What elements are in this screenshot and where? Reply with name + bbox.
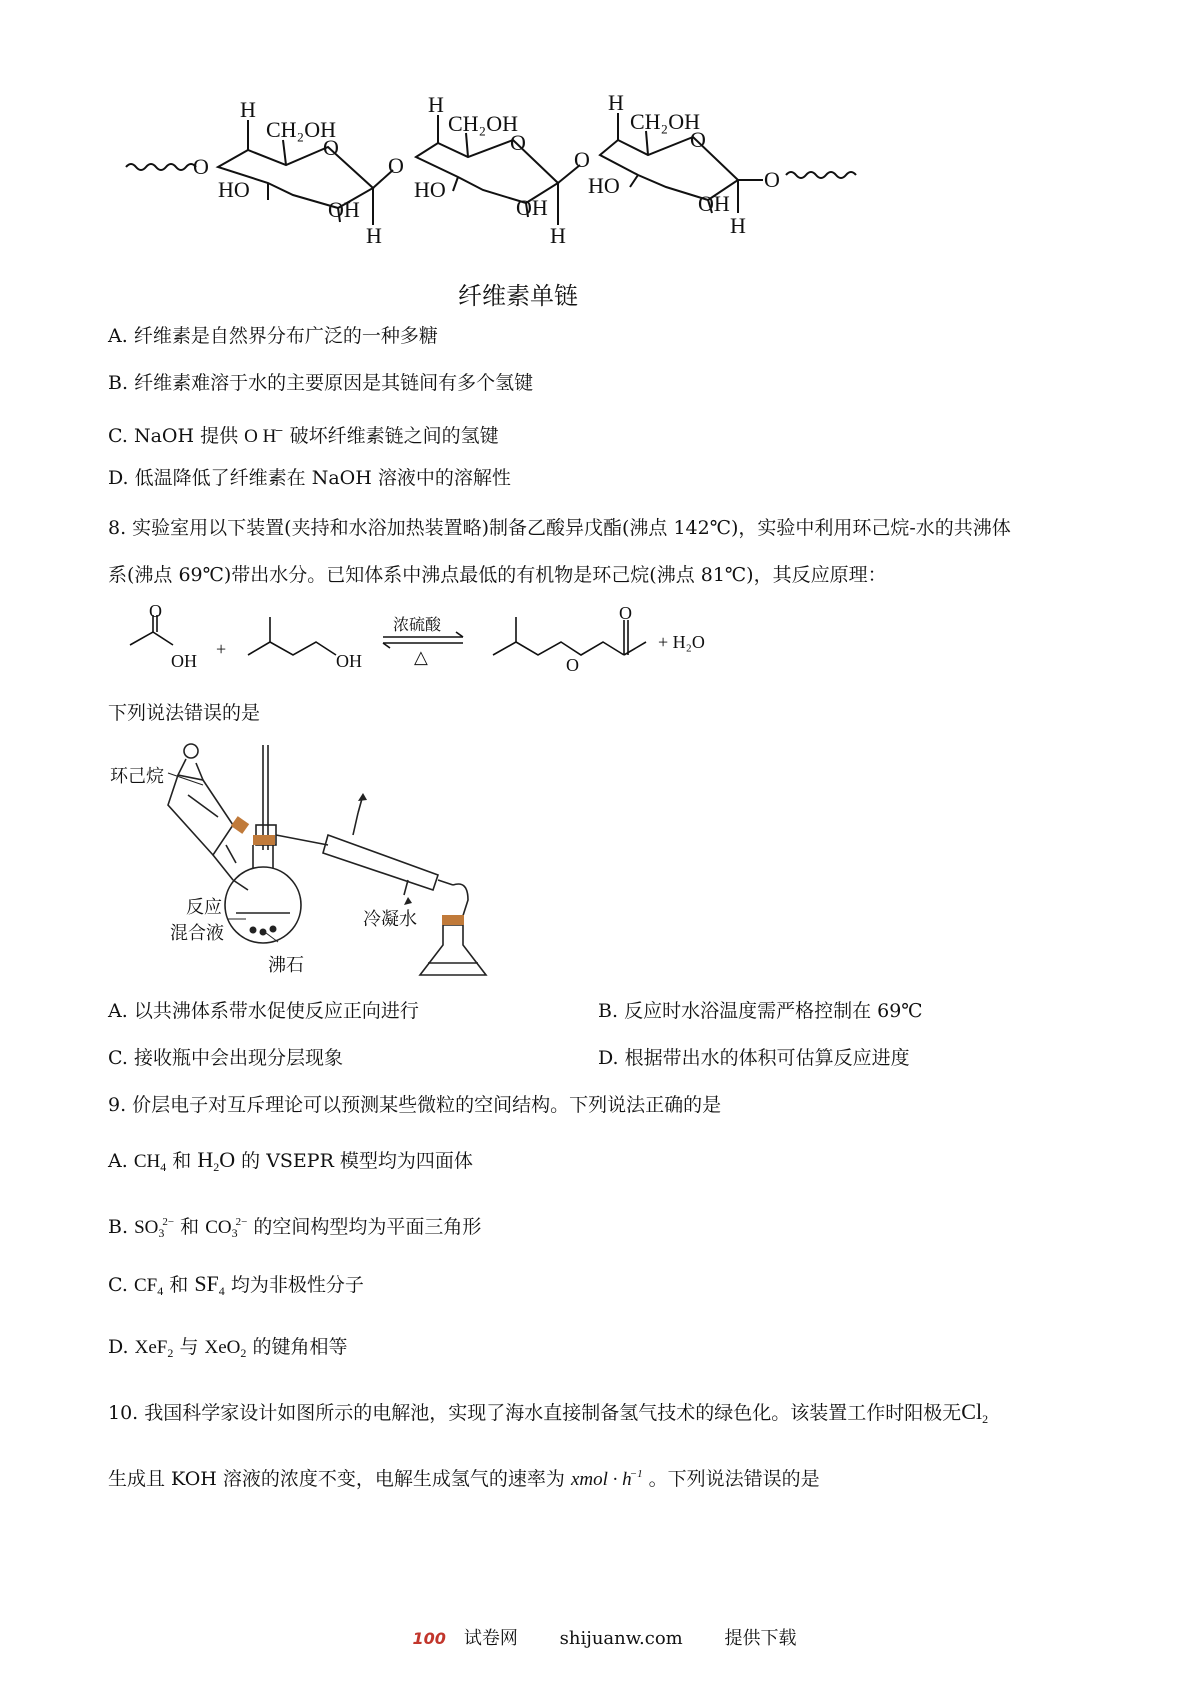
option-text: 反应时水浴温度需严格控制在 69℃ bbox=[624, 1000, 923, 1022]
ion-charge: − bbox=[274, 424, 284, 437]
rate-expression: xmol · $h^{-1}$ bbox=[570, 1468, 643, 1490]
option-label: C. bbox=[108, 1047, 128, 1069]
mixture-label-line1: 反应 bbox=[186, 897, 222, 917]
option-label: D. bbox=[108, 467, 129, 489]
formula-ch4: $CH_4$ bbox=[133, 1151, 167, 1174]
oh-label: OH bbox=[516, 195, 548, 220]
connector-word: 与 bbox=[179, 1336, 199, 1358]
connector-word: 和 bbox=[172, 1150, 192, 1172]
esterification-reaction bbox=[118, 605, 738, 680]
o-label: O bbox=[323, 135, 339, 160]
option-text: NaOH 提供 bbox=[133, 425, 239, 447]
formula-xef2: XeF$_2$ bbox=[134, 1337, 174, 1360]
ho-label: HO bbox=[414, 177, 446, 202]
cooling-water-label: 冷凝水 bbox=[363, 909, 417, 929]
h-label: H bbox=[730, 213, 746, 238]
plus-sign: + bbox=[216, 639, 227, 659]
option-text: 的空间构型均为平面三角形 bbox=[253, 1216, 482, 1238]
q9-option-b bbox=[108, 1210, 481, 1245]
q7-option-c bbox=[108, 419, 499, 449]
option-text: 的键角相等 bbox=[252, 1336, 348, 1358]
site-name: 试卷网 bbox=[463, 1628, 518, 1649]
option-label: C. bbox=[108, 425, 128, 447]
formula-sf4: $SF_4$ bbox=[194, 1271, 225, 1298]
o-label: O bbox=[764, 167, 780, 192]
option-text: 接收瓶中会出现分层现象 bbox=[133, 1047, 343, 1069]
q7-option-d bbox=[108, 466, 511, 490]
q8-option-d bbox=[598, 1046, 910, 1070]
formula-co3: $CO_3^{2-}$ bbox=[205, 1216, 248, 1240]
option-label: C. bbox=[108, 1274, 128, 1296]
water-product: + H₂O bbox=[658, 632, 705, 652]
ho-label: HO bbox=[588, 173, 620, 198]
cellulose-chain-figure bbox=[118, 95, 948, 265]
q8-option-b bbox=[598, 999, 923, 1023]
catalyst-label: 浓硫酸 bbox=[393, 615, 442, 634]
option-text: 低温降低了纤维素在 NaOH 溶液中的溶解性 bbox=[134, 467, 511, 489]
stem-text: 生成且 KOH 溶液的浓度不变，电解生成氢气的速率为 bbox=[108, 1468, 565, 1490]
carbonyl-o-label: O bbox=[149, 605, 162, 621]
q9-option-d bbox=[108, 1335, 347, 1365]
ho-label: HO bbox=[218, 177, 250, 202]
o-label: O bbox=[510, 130, 526, 155]
page-footer bbox=[0, 1624, 1191, 1650]
option-label: B. bbox=[108, 372, 129, 394]
formula-cf4: $CF_4$ bbox=[133, 1275, 164, 1298]
option-text: 的 VSEPR 模型均为四面体 bbox=[241, 1150, 473, 1172]
alcohol-oh-label: OH bbox=[336, 651, 362, 671]
option-label: D. bbox=[598, 1047, 619, 1069]
option-text: 破坏纤维素链之间的氢键 bbox=[289, 425, 499, 447]
ch2oh-label: CH₂OH bbox=[266, 117, 337, 142]
option-label: A. bbox=[108, 1150, 128, 1172]
oh-label: OH bbox=[328, 197, 360, 222]
ch2oh-label: CH₂OH bbox=[630, 109, 701, 134]
stem-text: 。下列说法错误的是 bbox=[648, 1468, 820, 1490]
ch2oh-label: CH₂OH bbox=[448, 111, 519, 136]
h-label: H bbox=[366, 223, 382, 248]
ester-o-label: O bbox=[566, 655, 579, 675]
option-label: A. bbox=[108, 1000, 128, 1022]
q8-option-c bbox=[108, 1046, 343, 1070]
mixture-label-line2: 混合液 bbox=[170, 923, 224, 943]
site-url[interactable]: shijuanw.com bbox=[559, 1628, 683, 1649]
q7-option-a bbox=[108, 324, 438, 348]
stem-text: 10. 我国科学家设计如图所示的电解池，实现了海水直接制备氢气技术的绿色化。该装置工作时阳极无 bbox=[108, 1402, 962, 1424]
footer-brand bbox=[395, 1628, 518, 1649]
option-label: D. bbox=[108, 1336, 129, 1358]
q9-option-a bbox=[108, 1148, 473, 1179]
h-label: H bbox=[240, 97, 256, 122]
q7-option-b bbox=[108, 371, 533, 395]
heat-symbol: △ bbox=[414, 647, 428, 667]
option-text: 以共沸体系带水促使反应正向进行 bbox=[133, 1000, 419, 1022]
boiling-chips-label: 沸石 bbox=[268, 955, 304, 975]
acid-oh-label: OH bbox=[171, 651, 197, 671]
h-label: H bbox=[428, 95, 444, 117]
option-text: 纤维素难溶于水的主要原因是其链间有多个氢键 bbox=[134, 372, 534, 394]
download-note: 提供下载 bbox=[724, 1628, 797, 1649]
formula-cl2: $Cl_2$ bbox=[961, 1399, 989, 1426]
q8-option-a bbox=[108, 999, 419, 1023]
carbonyl-o-label: O bbox=[619, 605, 632, 623]
o-label: O bbox=[690, 127, 706, 152]
oh-label: OH bbox=[698, 191, 730, 216]
q10-stem-line1 bbox=[108, 1400, 988, 1431]
site-logo: 100 bbox=[412, 1629, 446, 1648]
formula-so3: $SO_3^{2-}$ bbox=[134, 1216, 175, 1240]
option-label: A. bbox=[108, 325, 128, 347]
option-text: 纤维素是自然界分布广泛的一种多糖 bbox=[133, 325, 438, 347]
formula-xeo2: XeO$_2$ bbox=[204, 1337, 247, 1360]
q8-stem-line2: 系(沸点 69℃)带出水分。已知体系中沸点最低的有机物是环己烷(沸点 81℃)，其反应原理： bbox=[108, 564, 887, 586]
o-label: O bbox=[388, 153, 404, 178]
q8-stem-line1: 8. 实验室用以下装置(夹持和水浴加热装置略)制备乙酸异戊酯(沸点 142℃)，实验中利用环己烷-水的共沸体 bbox=[108, 517, 1011, 539]
q10-stem-line2 bbox=[108, 1462, 820, 1492]
option-label: B. bbox=[598, 1000, 619, 1022]
cyclohexane-label: 环己烷 bbox=[110, 766, 164, 786]
connector-word: 和 bbox=[169, 1274, 189, 1296]
q9-option-c bbox=[108, 1272, 364, 1303]
o-label: O bbox=[574, 147, 590, 172]
o-label: O bbox=[193, 154, 209, 179]
q8-prompt: 下列说法错误的是 bbox=[108, 702, 261, 724]
option-text: 根据带出水的体积可估算反应进度 bbox=[624, 1047, 910, 1069]
hydroxide-ion: O H bbox=[244, 426, 277, 447]
option-text: 均为非极性分子 bbox=[230, 1274, 364, 1296]
formula-h2o: $H_2O$ bbox=[197, 1147, 236, 1174]
distillation-apparatus bbox=[108, 735, 528, 990]
q9-stem: 9. 价层电子对互斥理论可以预测某些微粒的空间结构。下列说法正确的是 bbox=[108, 1094, 722, 1116]
h-label: H bbox=[608, 95, 624, 115]
figure-caption: 纤维素单链 bbox=[458, 282, 578, 310]
connector-word: 和 bbox=[180, 1216, 200, 1238]
option-label: B. bbox=[108, 1216, 129, 1238]
h-label: H bbox=[550, 223, 566, 248]
